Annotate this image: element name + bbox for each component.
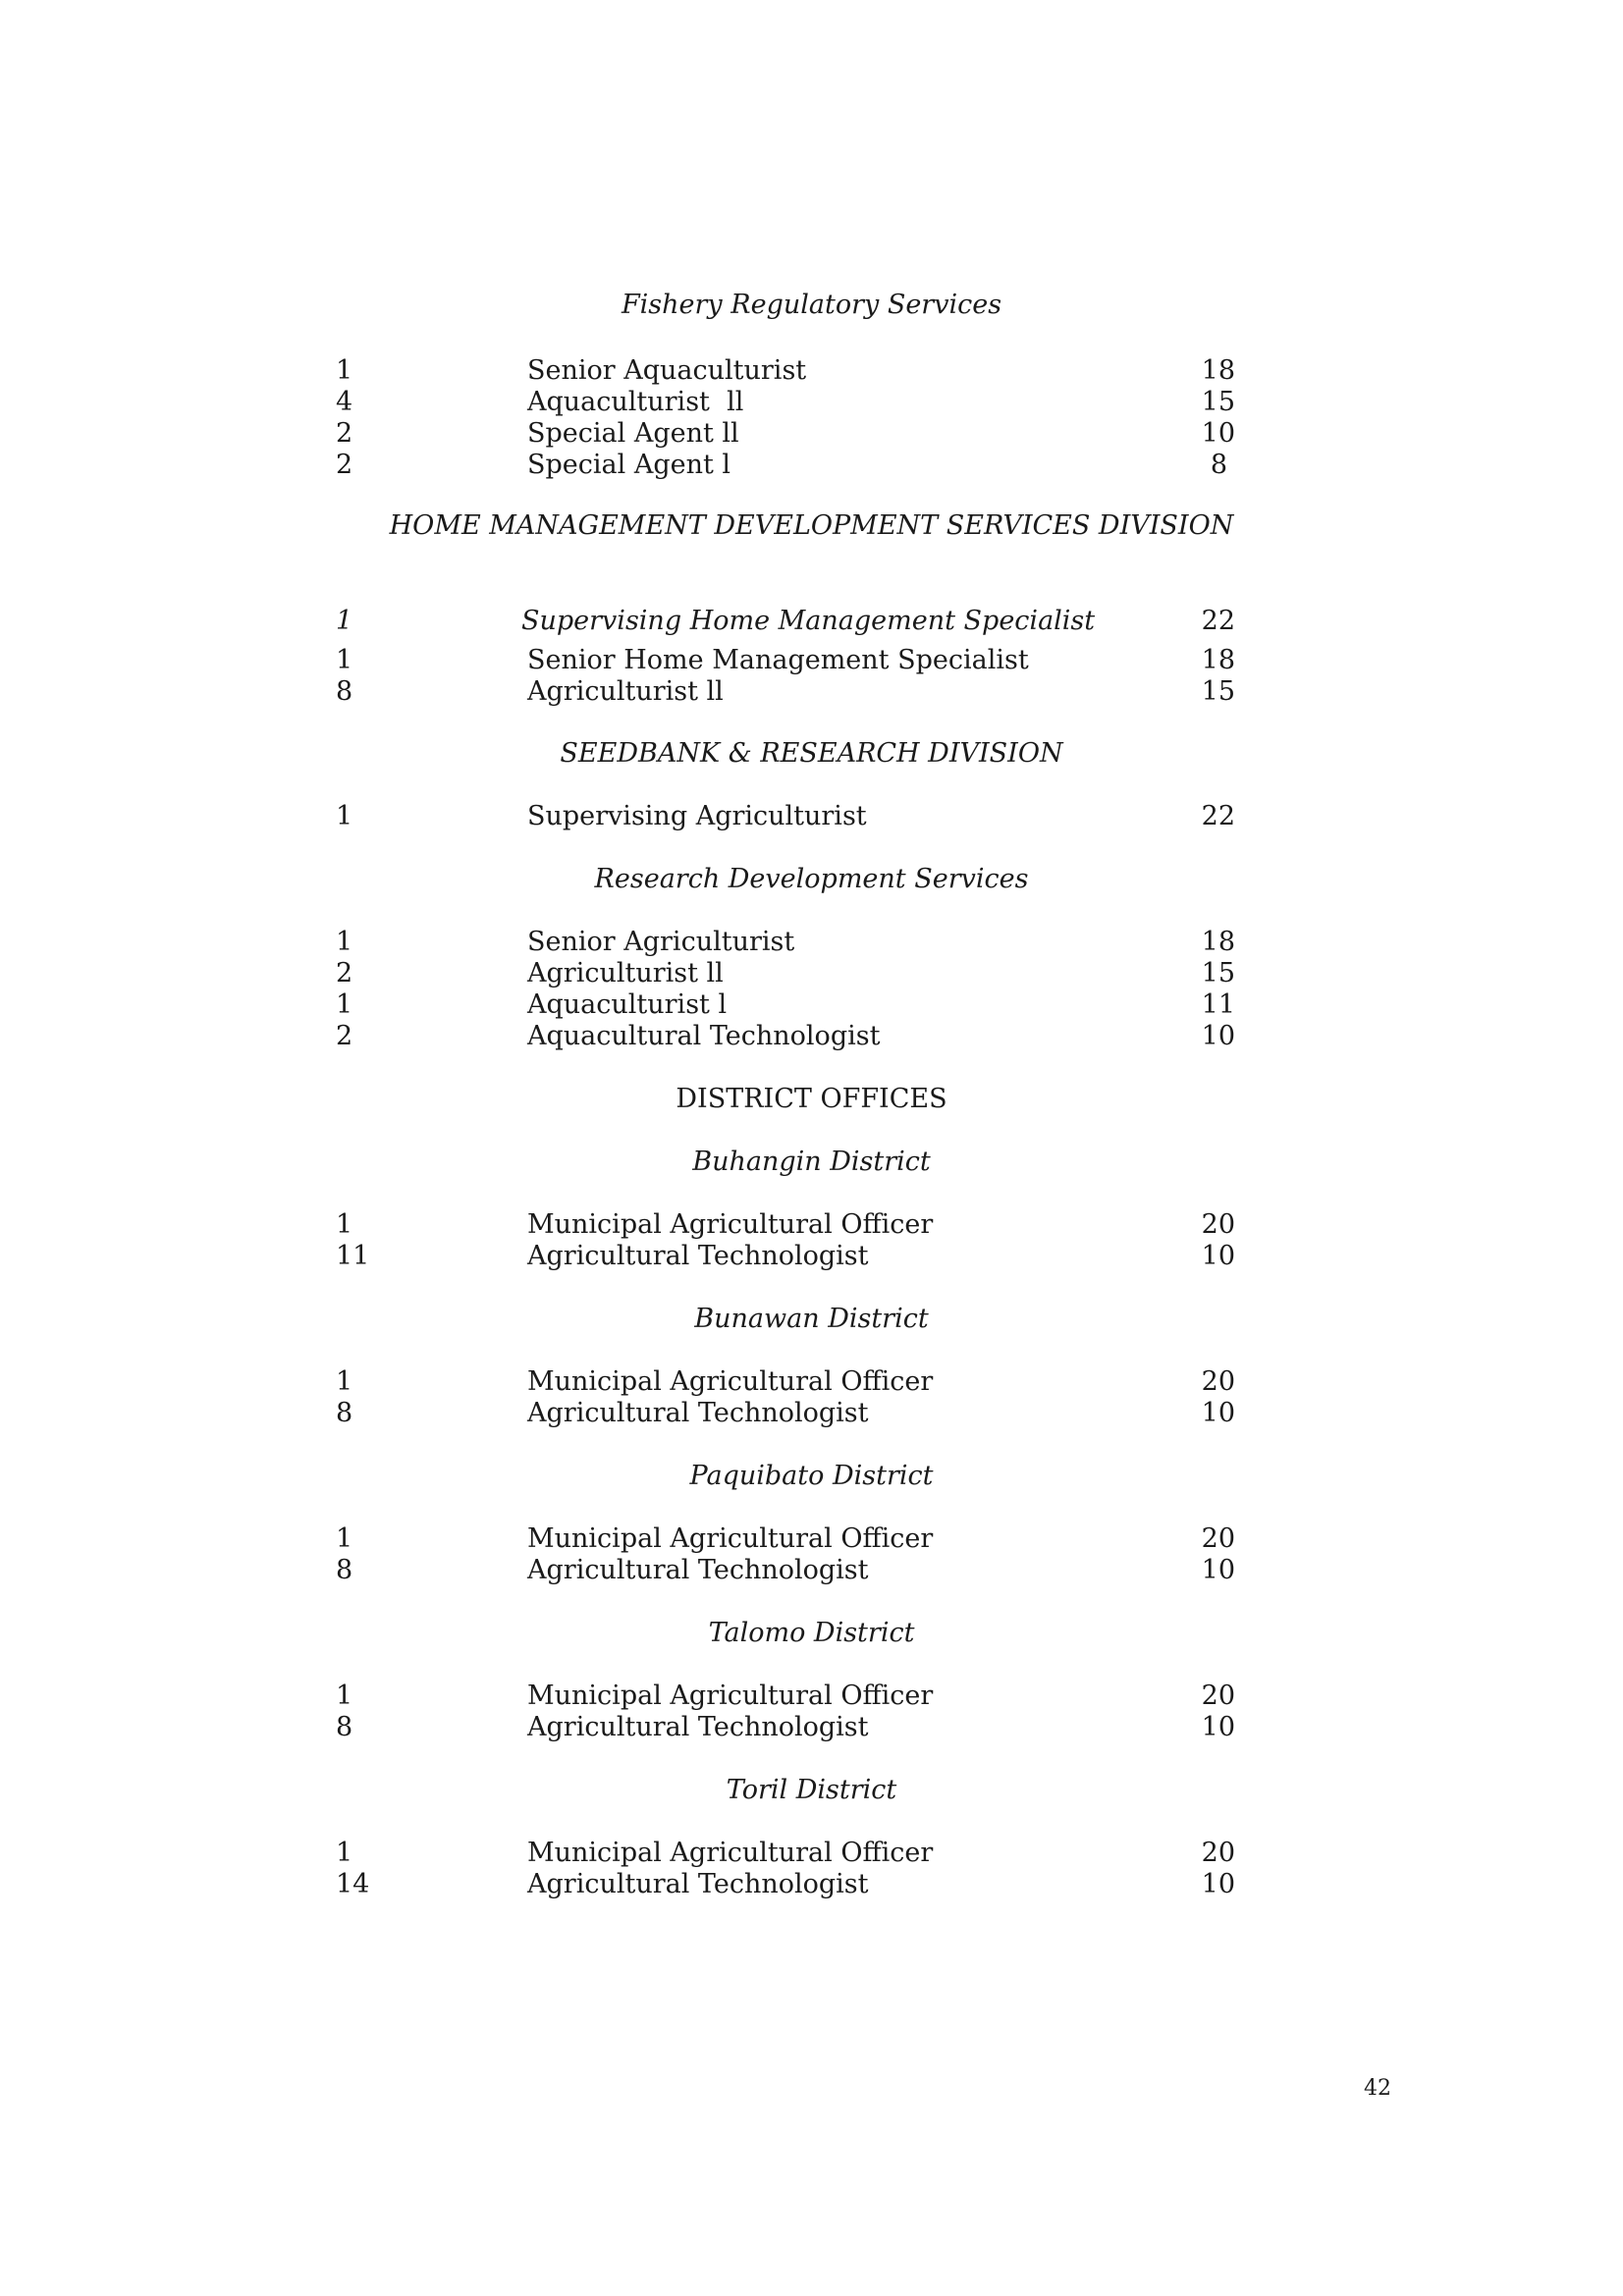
district-heading-toril: Toril District [726, 1775, 897, 1805]
position-quantity: 1 [336, 1209, 353, 1240]
position-title: Agricultural Technologist [527, 1398, 869, 1428]
position-row [0, 1021, 1623, 1052]
salary-grade: 10 [1201, 1869, 1235, 1899]
position-row [0, 1869, 1623, 1900]
salary-grade: 20 [1201, 1838, 1235, 1868]
position-title: Agricultural Technologist [527, 1712, 869, 1742]
position-row [0, 1209, 1623, 1241]
position-title: Aquacultural Technologist [527, 1021, 881, 1051]
salary-grade: 22 [1201, 801, 1235, 831]
district-heading-buhangin: Buhangin District [692, 1147, 931, 1177]
salary-grade: 20 [1201, 1523, 1235, 1554]
position-quantity: 1 [336, 989, 353, 1020]
position-title: Agricultural Technologist [527, 1241, 869, 1271]
position-row [0, 958, 1623, 989]
position-quantity: 4 [336, 387, 353, 417]
section-heading-home-management-division: HOME MANAGEMENT DEVELOPMENT SERVICES DIVISION [389, 510, 1234, 541]
salary-grade: 10 [1201, 1712, 1235, 1742]
position-quantity: 1 [336, 645, 353, 675]
position-title: Agricultural Technologist [527, 1869, 869, 1899]
position-row [0, 676, 1623, 708]
salary-grade: 11 [1201, 989, 1235, 1020]
district-heading-paquibato: Paquibato District [689, 1461, 934, 1491]
position-row [0, 1712, 1623, 1743]
position-row [0, 450, 1623, 481]
position-quantity: 1 [336, 1366, 353, 1397]
position-row [0, 1523, 1623, 1555]
section-heading-seedbank-research-division: SEEDBANK & RESEARCH DIVISION [560, 738, 1063, 769]
position-row [0, 1398, 1623, 1429]
salary-grade: 10 [1201, 1021, 1235, 1051]
position-row [0, 606, 1623, 637]
position-quantity: 8 [336, 1712, 353, 1742]
position-row [0, 1241, 1623, 1272]
position-title: Supervising Home Management Specialist [521, 606, 1096, 636]
position-title: Agriculturist ll [527, 676, 724, 707]
position-quantity: 1 [336, 801, 353, 831]
salary-grade: 18 [1201, 645, 1235, 675]
salary-grade: 10 [1201, 1398, 1235, 1428]
position-title: Municipal Agricultural Officer [527, 1366, 934, 1397]
position-title: Municipal Agricultural Officer [527, 1838, 934, 1868]
position-title: Aquaculturist l [527, 989, 728, 1020]
position-quantity: 2 [336, 418, 353, 449]
section-heading-fishery-regulatory-services: Fishery Regulatory Services [621, 290, 1002, 320]
section-heading-research-development-services: Research Development Services [594, 864, 1029, 894]
district-heading-talomo: Talomo District [708, 1618, 915, 1648]
salary-grade: 20 [1201, 1209, 1235, 1240]
position-title: Municipal Agricultural Officer [527, 1523, 934, 1554]
position-title: Municipal Agricultural Officer [527, 1681, 934, 1711]
position-quantity: 11 [336, 1241, 370, 1271]
position-row [0, 1681, 1623, 1712]
position-quantity: 1 [336, 1681, 353, 1711]
salary-grade: 20 [1201, 1366, 1235, 1397]
position-quantity: 8 [336, 1398, 353, 1428]
salary-grade: 18 [1201, 355, 1235, 386]
position-title: Agricultural Technologist [527, 1555, 869, 1585]
section-heading-district-offices: DISTRICT OFFICES [676, 1084, 947, 1114]
position-title: Municipal Agricultural Officer [527, 1209, 934, 1240]
position-row [0, 387, 1623, 418]
position-title: Senior Home Management Specialist [527, 645, 1029, 675]
position-row [0, 418, 1623, 450]
position-quantity: 8 [336, 1555, 353, 1585]
position-title: Aquaculturist ll [527, 387, 744, 417]
position-title: Agriculturist ll [527, 958, 724, 988]
position-quantity: 2 [336, 1021, 353, 1051]
position-row [0, 1838, 1623, 1869]
position-quantity: 2 [336, 958, 353, 988]
position-quantity: 1 [336, 1838, 353, 1868]
salary-grade: 8 [1210, 450, 1227, 480]
position-row [0, 801, 1623, 832]
salary-grade: 18 [1201, 927, 1235, 957]
position-row [0, 1366, 1623, 1398]
salary-grade: 10 [1201, 1241, 1235, 1271]
position-quantity: 8 [336, 676, 353, 707]
page-number: 42 [1364, 2076, 1391, 2101]
salary-grade: 15 [1201, 958, 1235, 988]
position-quantity: 1 [336, 927, 353, 957]
salary-grade: 10 [1201, 1555, 1235, 1585]
position-title: Supervising Agriculturist [527, 801, 867, 831]
position-quantity: 14 [336, 1869, 370, 1899]
position-quantity: 1 [336, 1523, 353, 1554]
position-title: Senior Agriculturist [527, 927, 795, 957]
salary-grade: 15 [1201, 387, 1235, 417]
position-row [0, 355, 1623, 387]
salary-grade: 15 [1201, 676, 1235, 707]
position-row [0, 1555, 1623, 1586]
position-row [0, 989, 1623, 1021]
position-quantity: 1 [336, 355, 353, 386]
salary-grade: 22 [1201, 606, 1235, 636]
position-quantity: 2 [336, 450, 353, 480]
position-quantity: 1 [336, 606, 353, 636]
position-row [0, 645, 1623, 676]
salary-grade: 20 [1201, 1681, 1235, 1711]
position-title: Special Agent ll [527, 418, 739, 449]
salary-grade: 10 [1201, 418, 1235, 449]
position-title: Senior Aquaculturist [527, 355, 807, 386]
position-title: Special Agent l [527, 450, 731, 480]
position-row [0, 927, 1623, 958]
district-heading-bunawan: Bunawan District [694, 1304, 929, 1334]
